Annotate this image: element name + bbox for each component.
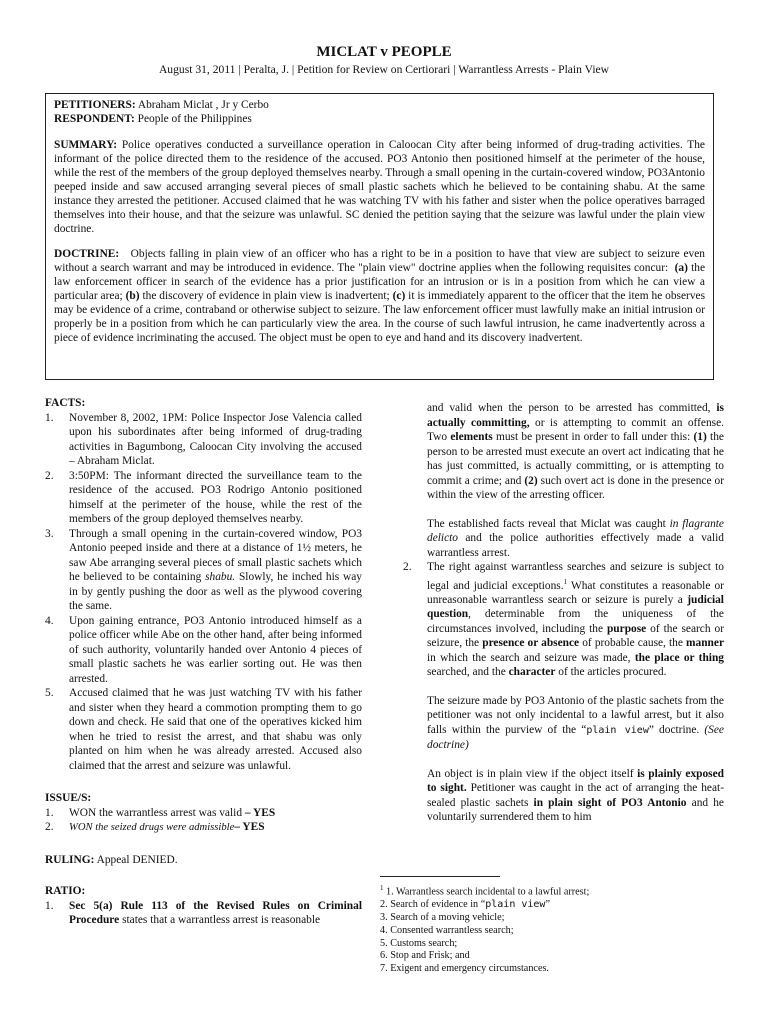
list-item	[45, 411, 362, 469]
doctrine-marker-b: (b)	[125, 290, 140, 302]
ratio-bold: (1)	[693, 431, 707, 443]
issue-answer: – YES	[244, 806, 276, 819]
ratio-text: ” doctrine.	[648, 723, 700, 736]
ruling-text: Appeal DENIED.	[96, 853, 178, 866]
ratio-bold: in plain sight of PO3 Antonio	[533, 796, 687, 809]
fact-text: November 8, 2002, 1PM: Police Inspector Jose Valencia called upon his subordinates after being informed of drug-trading activities in Bagumbong, Caloocan City involving the accused – Abraham Miclat.	[69, 411, 362, 467]
ratio-text: searched, and the	[427, 666, 506, 679]
facts-heading: FACTS:	[45, 397, 86, 409]
issues-heading: ISSUE/S:	[45, 792, 92, 804]
issue-text: WON the warrantless arrest was valid	[69, 806, 243, 819]
doctrine-text-2: the law enforcement officer in search of the evidence has a prior justification for an intrusion or is in a position from which he can view a particular area;	[54, 262, 705, 302]
list-item	[45, 899, 362, 928]
ratio-bold: judicial question	[427, 593, 724, 621]
ratio-bold: (2)	[524, 474, 538, 487]
footnote-ref[interactable]: 1	[563, 577, 568, 586]
footnote-text: 3. Search of a moving vehicle;	[380, 911, 505, 923]
list-number: 1.	[45, 899, 54, 912]
plain-view-term: plain view	[586, 724, 649, 736]
footnote-line	[380, 899, 740, 912]
footnote-divider	[380, 876, 500, 877]
ratio-1-continuation	[403, 401, 724, 503]
ratio-text: states that a warrantless arrest is reasonable	[122, 914, 321, 926]
ratio-bold: purpose	[606, 622, 647, 635]
ratio-bold: Sec 5(a) Rule 113 of the Revised Rules on Criminal Procedure	[69, 899, 362, 926]
ruling-line	[45, 853, 362, 868]
ratio-italic: (See doctrine)	[427, 723, 724, 752]
ratio-text: must be present in order to fall under this:	[495, 431, 691, 443]
fact-text: Accused claimed that he was just watching TV with his father and sister when they heard a commotion prompting them to go down and check. He said that one of the operatives kicked him when he tried to resist the arrest, and that shabu was only planted on him when he was already arrested. Accused also claimed that the arrest and seizure was unlawful.	[69, 687, 362, 772]
ratio-2-paragraph-2	[403, 694, 724, 753]
ratio-text: the person to be arrested must execute an overt act indicating that he has just committed, is actually committing, or is attempting to commit a crime; and	[427, 431, 724, 487]
footnote-mark: 1	[380, 884, 384, 892]
list-number: 5.	[45, 687, 54, 699]
ratio-bold: elements	[450, 431, 493, 443]
ratio-text: and he voluntarily surrendered them to him	[427, 796, 724, 824]
list-number: 1.	[45, 806, 54, 819]
doctrine-marker-a: (a)	[674, 262, 688, 274]
ratio-text: in which the search and seizure was made,	[427, 651, 631, 664]
list-item	[45, 469, 362, 527]
list-number: 2.	[45, 821, 54, 833]
respondent-label: RESPONDENT:	[54, 113, 135, 125]
ratio-list-left	[45, 899, 362, 928]
footnote-line	[380, 963, 740, 976]
petitioners-value: Abraham Miclat , Jr y Cerbo	[137, 99, 269, 111]
respondent-value: People of the Philippines	[137, 113, 252, 125]
ratio-text: What constitutes a reasonable or unreasonable warrantless search or seizure is purely a	[427, 579, 724, 606]
issue-answer: – YES	[234, 821, 265, 833]
ratio-bold: character	[508, 666, 556, 679]
ratio-bold: presence or absence	[482, 637, 580, 650]
case-title: MICLAT v PEOPLE	[316, 44, 452, 60]
fact-text-italic: shabu.	[205, 571, 236, 583]
case-summary-box	[45, 93, 714, 380]
right-column	[403, 401, 724, 825]
ratio-text: An object is in plain view if the object itself	[427, 767, 634, 780]
footnote-line	[380, 882, 740, 899]
ratio-text: or is attempting to commit an offense. Two	[427, 416, 724, 443]
footnote-text: 7. Exigent and emergency circumstances.	[380, 963, 549, 975]
ratio-heading: RATIO:	[45, 885, 86, 897]
ratio-text: The seizure made by PO3 Antonio of the plastic sachets from the petitioner was not only incidental to a lawful arrest, but it also falls within the purview of the “	[427, 694, 724, 736]
ratio-text: of the articles procured.	[558, 666, 667, 679]
doctrine-text-4: it is immediately apparent to the officer that the item he observes may be evidence of a crime, contraband or otherwise subject to seizure. The law enforcement officer must lawfully make an initial intrusion or properly be in a position from which he can particularly view the area. In the course of such lawful intrusion, he came inadvertently across a piece of evidence incriminating the accused. The object must be open to eye and hand and its discovery inadvertent.	[54, 290, 706, 344]
list-number: 4.	[45, 614, 54, 627]
issues-list	[45, 806, 362, 836]
left-column	[45, 396, 362, 928]
footnote-text: 2. Search of evidence in “	[380, 899, 486, 911]
summary-text: Police operatives conducted a surveillance operation in Caloocan City after being informed of drug-trading activities. The informant of the police directed them to the residence of the accused. PO3 Antonio then positioned himself at the perimeter of the house, while the rest of the members of the group deployed themselves nearby. Through a small opening in the curtain-covered window, PO3Antonio peeped inside and saw accused arranging several pieces of small plastic sachets which he believed to be containing shabu. At the same instance they arrested the petitioner. Accused claimed that he was watching TV with his father and sister when the police operatives barraged themselves into their house, and that the seizure was unlawful. SC denied the petition saying that the seizure was lawful under the plain view doctrine.	[54, 139, 705, 235]
ratio-text: The established facts reveal that Miclat was caught	[427, 517, 666, 530]
facts-list	[45, 411, 362, 774]
list-item	[45, 820, 362, 836]
ratio-text: of the search or seizure, the	[427, 622, 724, 650]
summary-paragraph	[54, 138, 705, 236]
respondent-line	[54, 112, 705, 126]
footnote-text: 4. Consented warrantless search;	[380, 924, 514, 936]
footnote-text: 6. Stop and Frisk; and	[380, 950, 470, 962]
list-item	[45, 527, 362, 614]
ratio-italic: in flagrante delicto	[427, 517, 724, 544]
footnote-line	[380, 925, 740, 938]
ratio-text: and the police authorities effectively made a valid warrantless arrest.	[427, 532, 724, 559]
ratio-text: and valid when the person to be arrested has committed,	[427, 402, 711, 414]
ratio-text: of probable cause, the	[582, 637, 683, 650]
ratio-2-paragraph-3	[403, 767, 724, 825]
doctrine-label: DOCTRINE:	[54, 248, 120, 260]
list-item	[45, 806, 362, 821]
doctrine-text-3: the discovery of evidence in plain view is inadvertent;	[142, 290, 390, 302]
ratio-text: The right against warrantless searches and seizure is subject to legal and judicial exceptions.	[427, 561, 724, 592]
list-item	[45, 614, 362, 687]
ratio-text: , determinable from the uniqueness of the circumstances involved, including the	[427, 608, 724, 635]
fact-text: Through a small opening in the curtain-covered window, PO3 Antonio peeped inside and there at a distance of 1½ meters, he saw Abe arranging several pieces of small plastic sachets which he believed to be containing	[69, 527, 362, 583]
list-number: 2.	[403, 561, 412, 573]
list-item	[45, 686, 362, 773]
footnote	[380, 882, 740, 976]
list-number: 3.	[45, 527, 54, 540]
ruling-label: RULING:	[45, 853, 95, 866]
ratio-1-paragraph-2	[403, 517, 724, 561]
footnote-text: 5. Customs search;	[380, 937, 458, 949]
summary-label: SUMMARY:	[54, 139, 118, 151]
ratio-bold: is actually committing,	[427, 402, 724, 429]
ratio-bold: is plainly exposed to sight.	[427, 767, 724, 795]
petitioners-label: PETITIONERS:	[54, 99, 136, 111]
list-item	[403, 560, 724, 680]
ratio-bold: the place or thing	[634, 651, 724, 664]
issue-text-italic: WON the seized drugs were admissible	[69, 822, 235, 833]
fact-text: Upon gaining entrance, PO3 Antonio introduced himself as a police officer while Abe on the other hand, after being informed of such authority, voluntarily handed over Antonio 4 pieces of small plastic sachets he was earlier sorting out. He was then arrested.	[69, 614, 362, 685]
footnote-text: 1. Warrantless search incidental to a lawful arrest;	[386, 886, 590, 898]
footnote-text: ”	[545, 899, 550, 911]
doctrine-text-1: Objects falling in plain view of an officer who has a right to be in a position to have that view are subject to seizure even without a search warrant and may be introduced in evidence. The "plain view" doctrine applies when the following requisites concur:	[54, 248, 705, 274]
footnote-line	[380, 912, 740, 925]
doctrine-marker-c: (c)	[392, 290, 406, 302]
case-subtitle: August 31, 2011 | Peralta, J. | Petition for Review on Certiorari | Warrantless Arrests - Plain View	[158, 63, 610, 76]
list-number: 2.	[45, 469, 54, 482]
fact-text: Slowly, he inched his way in by gently pushing the door as well as the plywood covering the same.	[69, 571, 362, 612]
fact-text: 3:50PM: The informant directed the surveillance team to the residence of the accused. PO3 Rodrigo Antonio positioned himself at the perimeter of the house, while the rest of the members of the group deployed themselves nearby.	[69, 469, 362, 525]
list-number: 1.	[45, 411, 54, 424]
ratio-text: Petitioner was caught in the act of arranging the heat-sealed plastic sachets	[427, 782, 725, 809]
plain-view-term: plain view	[485, 899, 546, 911]
petitioners-line	[54, 98, 705, 112]
doctrine-paragraph	[54, 247, 705, 345]
footnote-line	[380, 950, 740, 963]
ratio-list-right	[403, 560, 724, 680]
ratio-bold: manner	[686, 637, 724, 650]
ratio-text: such overt act is done in the presence or within the view of the arresting officer.	[427, 474, 724, 501]
footnote-line	[380, 938, 740, 951]
